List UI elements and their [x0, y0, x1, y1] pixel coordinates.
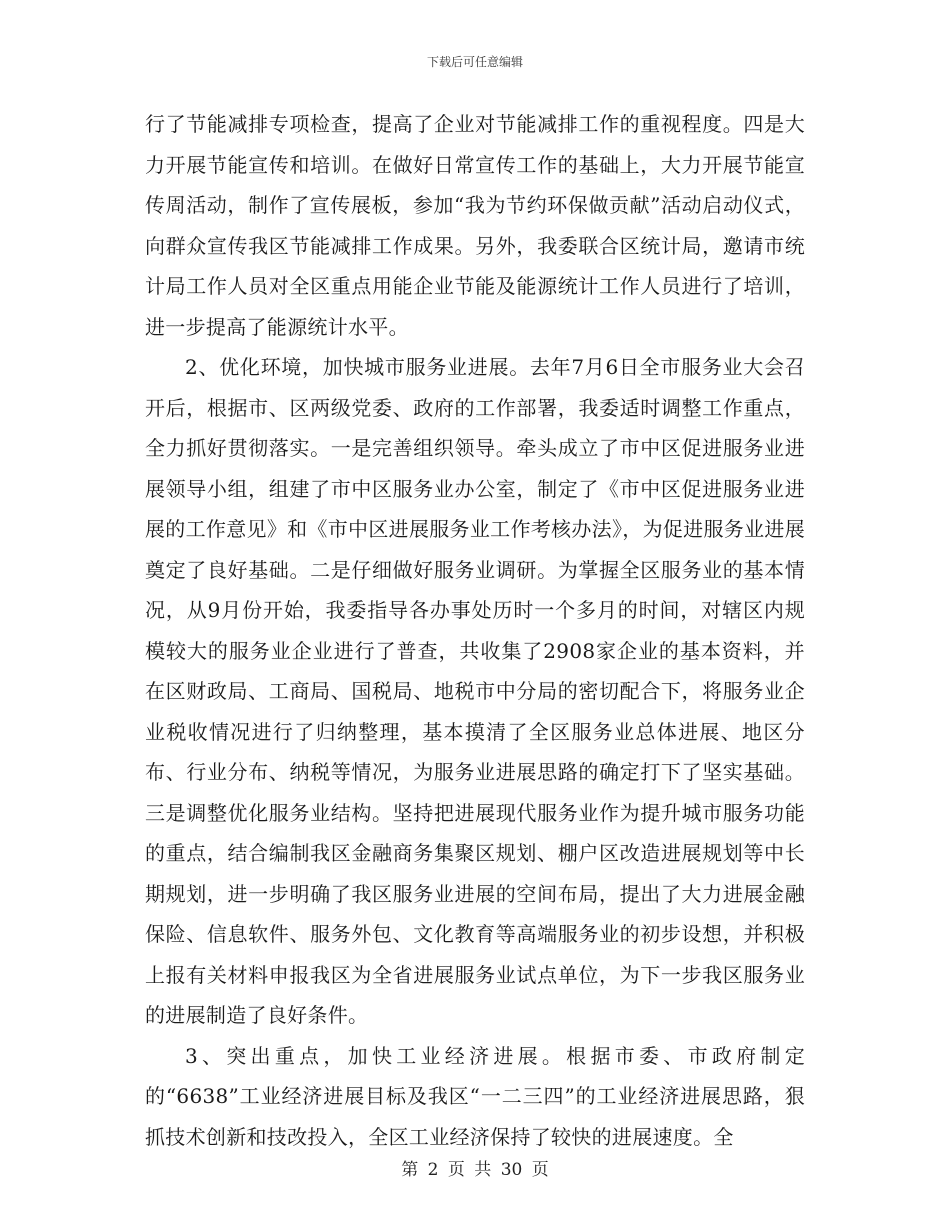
page-header-note: 下载后可任意编辑 [426, 55, 523, 69]
paragraph-industrial-economy: 3、突出重点，加快工业经济进展。根据市委、市政府制定的“6638”工业经济进展目标及我区“一二三四”的工业经济进展思路，狠抓技术创新和技改投入，全区工业经济保持了较快的进展速度。全 [145, 1043, 805, 1149]
paragraph-continuation: 行了节能减排专项检查，提高了企业对节能减排工作的重视程度。四是大力开展节能宣传和培训。在做好日常宣传工作的基础上，大力开展节能宣传周活动，制作了宣传展板，参加“我为节约环保做贡献”活动启动仪式，向群众宣传我区节能减排工作成果。另外，我委联合区统计局，邀请市统计局工作人员对全区重点用能企业节能及能源统计工作人员进行了培训，进一步提高了能源统计水平。 [145, 112, 805, 339]
paragraph-service-industry: 2、优化环境，加快城市服务业进展。去年7月6日全市服务业大会召开后，根据市、区两级党委、政府的工作部署，我委适时调整工作重点，全力抓好贯彻落实。一是完善组织领导。牵头成立了市中区促进服务业进展领导小组，组建了市中区服务业办公室，制定了《市中区促进服务业进展的工作意见》和《市中区进展服务业工作考核办法》，为促进服务业进展奠定了良好基础。二是仔细做好服务业调研。为掌握全区服务业的基本情况，从9月份开始，我委指导各办事处历时一个多月的时间，对辖区内规模较大的服务业企业进行了普查，共收集了2908家企业的基本资料，并在区财政局、工商局、国税局、地税市中分局的密切配合下，将服务业企业税收情况进行了归纳整理，基本摸清了全区服务业总体进展、地区分布、行业分布、纳税等情况，为服务业进展思路的确定打下了坚实基础。三是调整优化服务业结构。坚持把进展现代服务业作为提升城市服务功能的重点，结合编制我区金融商务集聚区规划、棚户区改造进展规划等中长期规划，进一步明确了我区服务业进展的空间布局，提出了大力进展金融保险、信息软件、服务外包、文化教育等高端服务业的初步设想，并积极上报有关材料申报我区为全省进展服务业试点单位，为下一步我区服务业的进展制造了良好条件。 [145, 355, 805, 1027]
page-number-footer: 第 2 页 共 30 页 [401, 1160, 549, 1180]
document-body [145, 104, 805, 1157]
